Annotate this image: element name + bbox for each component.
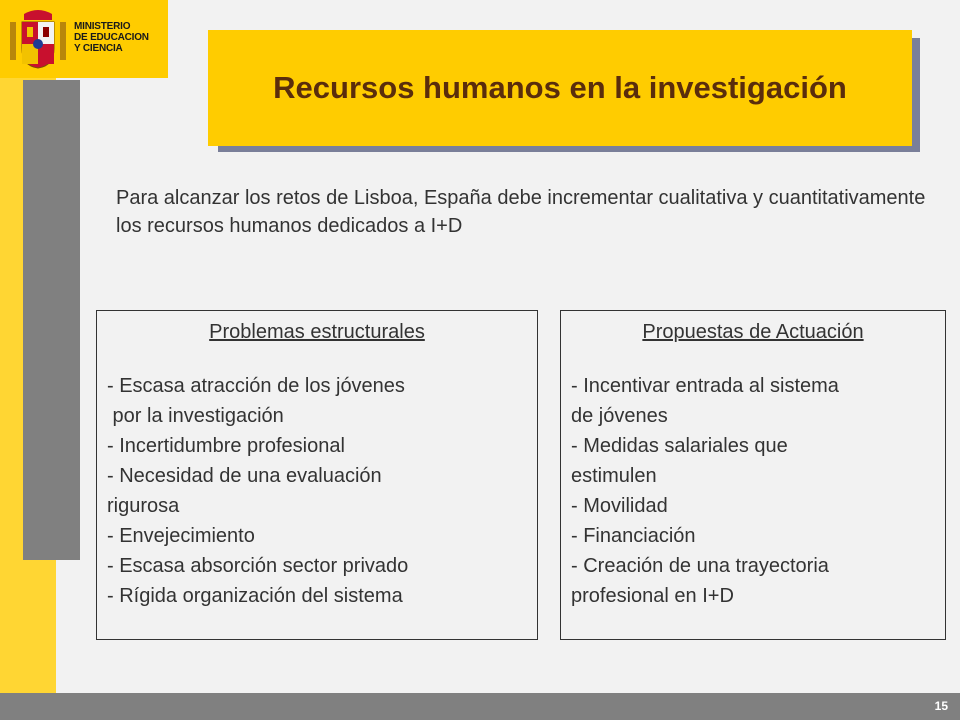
proposals-panel: [560, 310, 946, 640]
title-box: [208, 30, 912, 146]
problems-item: - Rígida organización del sistema: [107, 585, 403, 607]
problems-panel: [96, 310, 538, 640]
proposals-item: - Medidas salariales que: [571, 435, 788, 457]
page-number: 15: [934, 699, 948, 713]
page-title: Recursos humanos en la investigación: [273, 70, 847, 105]
ministry-line-3: Y CIENCIA: [74, 43, 123, 54]
problems-item: rigurosa: [107, 495, 180, 517]
left-gray-band: [23, 80, 80, 560]
ministry-line-2: DE EDUCACION: [74, 32, 149, 43]
ministry-logo: [0, 0, 168, 78]
proposals-item: - Creación de una trayectoria: [571, 555, 829, 577]
ministry-line-1: MINISTERIO: [74, 21, 131, 32]
intro-text: Para alcanzar los retos de Lisboa, España debe incrementar cualitativa y cuantitativamente los recursos humanos dedicados a I+D: [116, 187, 926, 237]
problems-item: - Incertidumbre profesional: [107, 435, 345, 457]
proposals-item: - Movilidad: [571, 495, 668, 517]
proposals-item: profesional en I+D: [571, 585, 734, 607]
problems-item: - Envejecimiento: [107, 525, 255, 547]
proposals-item: estimulen: [571, 465, 657, 487]
footer-bar: [0, 693, 960, 720]
proposals-item: - Financiación: [571, 525, 696, 547]
proposals-item: de jóvenes: [571, 405, 668, 427]
coat-of-arms-icon: [8, 8, 68, 70]
problems-item: - Escasa absorción sector privado: [107, 555, 409, 577]
proposals-item: - Incentivar entrada al sistema: [571, 375, 839, 397]
problems-item: - Necesidad de una evaluación: [107, 465, 382, 487]
problems-item: por la investigación: [107, 405, 284, 427]
problems-heading: Problemas estructurales: [209, 321, 425, 343]
ministry-name: [74, 21, 149, 54]
problems-item: - Escasa atracción de los jóvenes: [107, 375, 405, 397]
proposals-heading: Propuestas de Actuación: [642, 321, 864, 343]
